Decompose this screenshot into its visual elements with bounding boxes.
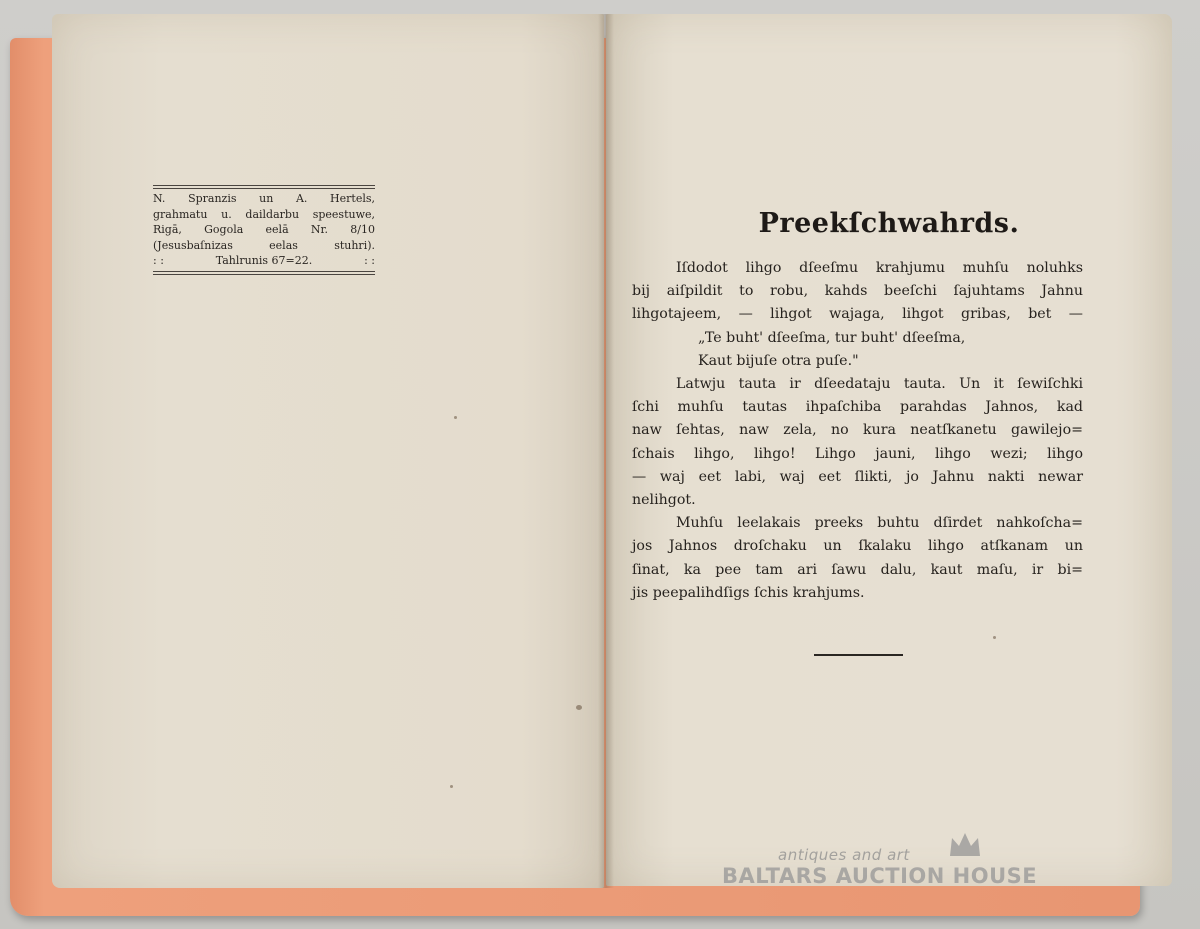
printer-imprint (153, 183, 375, 277)
text-line: ſinat, ka pee tam ari ſawu dalu, kaut maſu, ir bi= (632, 561, 1083, 578)
imprint-line: (Jesusbaſnizas eelas stuhri). (153, 238, 375, 252)
imprint-bottom-rule (153, 271, 375, 275)
text-line: Muhſu leelakais preeks buhtu dſirdet nahkoſcha= (676, 515, 1083, 532)
paper-speck (993, 636, 996, 639)
text-line: Latwju tauta ir dſeedataju tauta. Un it ſewiſchki (676, 376, 1083, 393)
watermark-brand: BALTARS AUCTION HOUSE (722, 864, 1038, 888)
imprint-phone: Tahlrunis 67=22. (215, 254, 313, 268)
imprint-top-rule (153, 185, 375, 189)
text-line: ſchi muhſu tautas ihpaſchiba parahdas Jahnos, kad (632, 399, 1083, 416)
imprint-line: Rigā, Gogola eelā Nr. 8/10 (153, 223, 375, 237)
text-line: nelihgot. (632, 492, 696, 509)
book-spine (598, 14, 614, 888)
text-line: lihgotajeem, — lihgot wajaga, lihgot gribas, bet — (632, 306, 1083, 323)
imprint-line: grahmatu u. daildarbu spеestuwe, (153, 207, 375, 221)
imprint-ornament-left: : : (153, 254, 164, 268)
text-line: — waj eet labi, waj eet ſlikti, jo Jahnu nakti newar (632, 468, 1083, 485)
text-line: ſchais lihgo, lihgo! Lihgo jauni, lihgo wezi; lihgo (632, 445, 1083, 462)
section-divider (814, 654, 903, 656)
imprint-phone-line (153, 253, 375, 269)
preface-text (632, 257, 1083, 605)
imprint-ornament-right: : : (364, 254, 375, 268)
text-line: bij aiſpildit to robu, kahds beeſchi ſajuhtams Jahnu (632, 283, 1083, 300)
paper-speck (576, 705, 582, 710)
text-line: naw ſehtas, naw zela, no kura neatſkanetu gawilejo= (632, 422, 1083, 439)
paper-speck (454, 416, 457, 419)
preface-title: Preekſchwahrds. (758, 208, 1020, 239)
text-line: jis peepalihdſigs ſchis krahjums. (632, 584, 865, 601)
text-line: Iſdodot lihgo dſeeſmu krahjumu muhſu noluhks (676, 260, 1083, 276)
verse-line: Kaut bijuſe otra puſe." (698, 352, 859, 369)
watermark-tagline: antiques and art (778, 846, 910, 864)
imprint-line: N. Spranzis un A. Hertels, (153, 192, 375, 205)
left-page (52, 14, 604, 888)
verse-line: „Te buht' dſeeſma, tur buht' dſeeſma, (698, 329, 966, 346)
text-line: jos Jahnos droſchaku un ſkalaku lihgo atſkanam un (632, 538, 1083, 555)
paper-speck (450, 785, 453, 788)
